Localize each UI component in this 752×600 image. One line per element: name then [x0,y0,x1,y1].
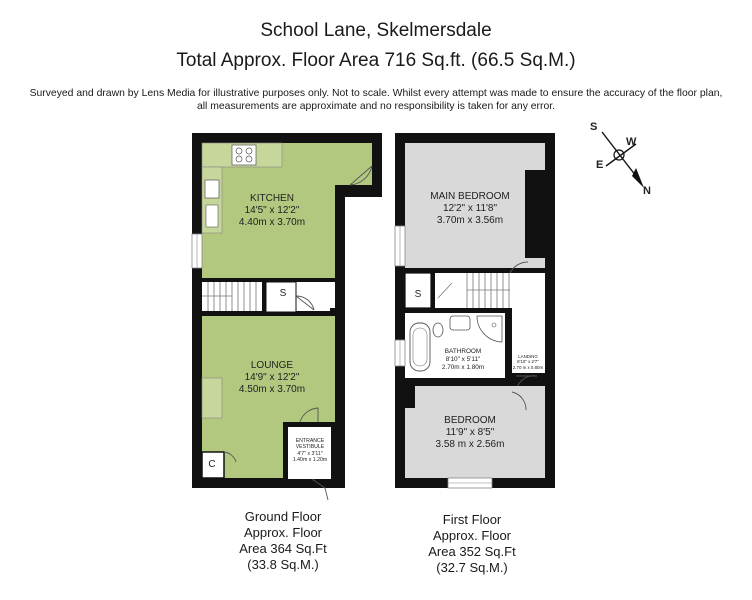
compass-north-label: N [643,185,651,197]
vestibule-label [289,438,331,464]
landing-imperial: 8'10" x 2'7" [517,359,539,365]
first-floor-area-line-1: Approx. Floor [432,528,512,543]
bedroom-name: BEDROOM [444,415,496,426]
first-floor-area-line-3: (32.7 Sq.M.) [436,560,508,575]
bedroom-metric: 3.58 m x 2.56m [435,439,505,450]
ground-floor-area-line-3: (33.8 Sq.M.) [247,557,319,572]
bathroom-metric: 2.70m x 1.80m [441,364,485,371]
first-store-label: S [414,289,422,300]
first-floor-area-line-2: Area 352 Sq.Ft [428,544,516,559]
first-floor-title: First Floor [442,512,502,527]
lounge-metric: 4.50m x 3.70m [238,384,306,395]
vestibule-metric: 1.40m x 1.20m [292,457,328,464]
ground-stair-wall-top [202,278,335,282]
lounge-imperial: 14'9" x 12'2" [244,372,300,383]
vestibule-name-1: ENTRANCE [295,438,325,444]
toilet-icon [433,323,443,337]
main-bedroom-metric: 3.70m x 3.56m [436,215,504,226]
kitchen-label [212,193,332,229]
vestibule-name-2: VESTIBULE [295,444,325,451]
ground-floor-plan [192,133,382,500]
disclaimer-line-1: Surveyed and drawn by Lens Media for illustrative purposes only. Not to scale. Whilst every attempt was made to ensure the accuracy of the floor plan, [29,88,723,99]
bathroom-name: BATHROOM [444,348,482,355]
ground-store-label: S [279,288,287,299]
landing-metric: 2.70 m x 0.80m [512,364,544,370]
ground-store-wall [262,282,266,312]
hob-icon [232,145,256,165]
bathroom-label [430,348,496,372]
cupboard-label: C [208,459,216,470]
bedroom-label [410,415,530,451]
ground-floor-caption [221,509,345,573]
ground-floor-area-line-2: Area 364 Sq.Ft [239,541,327,556]
plan-address: School Lane, Skelmersdale [260,20,492,41]
bathroom-imperial: 8'10" x 5'11" [445,356,481,363]
compass-rose-icon [602,132,644,188]
landing-name: LANDING [518,354,538,359]
disclaimer-line-2: all measurements are approximate and no responsibility is taken for any error. [196,100,556,112]
kitchen-imperial: 14'5" x 12'2" [244,205,300,216]
total-area: Total Approx. Floor Area 716 Sq.ft. (66.5 Sq.M.) [176,50,576,71]
bedroom-imperial: 11'9" x 8'5" [445,427,495,438]
main-bedroom-label [410,191,530,227]
kitchen-metric: 4.40m x 3.70m [238,217,306,228]
vestibule-imperial: 4'7" x 3'11" [297,450,323,457]
lounge-label [212,360,332,396]
ground-floor-area-line-1: Approx. Floor [243,525,323,540]
ground-floor-title: Ground Floor [244,509,322,524]
compass-west-label: W [626,136,637,148]
first-floor-caption [410,512,534,576]
landing-label [506,354,550,370]
compass-south-label: S [590,121,598,133]
main-bedroom-name: MAIN BEDROOM [430,191,510,202]
basin-icon [450,316,470,330]
kitchen-name: KITCHEN [250,193,294,204]
lounge-name: LOUNGE [250,360,294,371]
compass-east-label: E [596,159,604,171]
main-bedroom-imperial: 12'2" x 11'8" [442,203,498,214]
